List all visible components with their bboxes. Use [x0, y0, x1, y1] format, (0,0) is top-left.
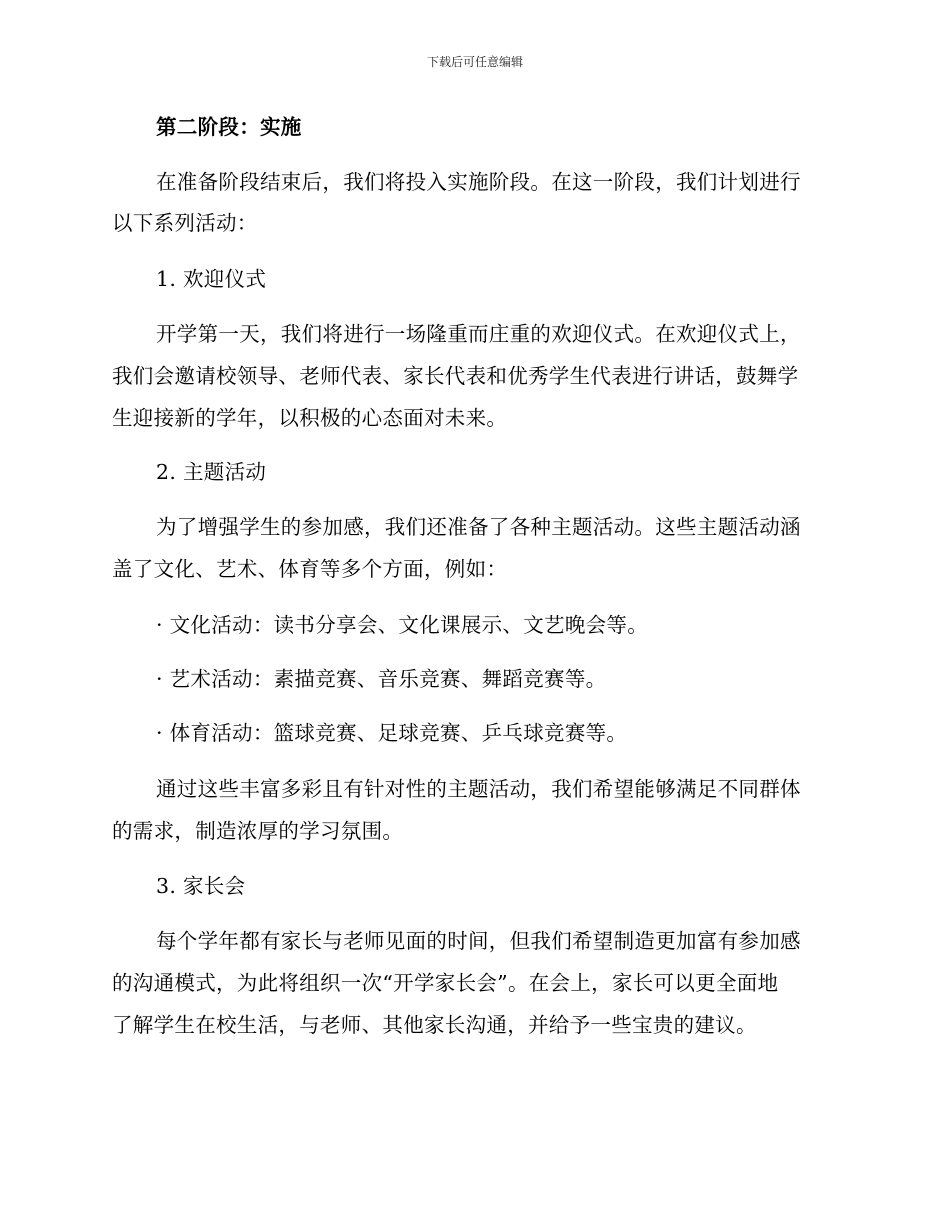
stage-heading: 第二阶段：实施 — [156, 115, 302, 139]
paragraph-line: 为了增强学生的参加感，我们还准备了各种主题活动。这些主题活动涵 — [156, 515, 801, 539]
list-item: · 体育活动：篮球竞赛、足球竞赛、乒乓球竞赛等。 — [156, 721, 628, 745]
list-item: · 文化活动：读书分享会、文化课展示、文艺晚会等。 — [156, 613, 649, 637]
intro-line: 以下系列活动： — [112, 211, 258, 235]
section-heading-parents: 3. 家长会 — [156, 874, 246, 898]
list-item: · 艺术活动：素描竞赛、音乐竞赛、舞蹈竞赛等。 — [156, 667, 607, 691]
intro-line: 在准备阶段结束后，我们将投入实施阶段。在这一阶段，我们计划进行 — [156, 170, 801, 194]
paragraph-line: 每个学年都有家长与老师见面的时间，但我们希望制造更加富有参加感 — [156, 929, 801, 953]
paragraph-line: 的需求，制造浓厚的学习氛围。 — [112, 819, 404, 843]
paragraph-line: 了解学生在校生活，与老师、其他家长沟通，并给予一些宝贵的建议。 — [112, 1013, 757, 1037]
paragraph-line: 开学第一天，我们将进行一场隆重而庄重的欢迎仪式。在欢迎仪式上， — [156, 322, 801, 346]
paragraph-line: 生迎接新的学年，以积极的心态面对未来。 — [112, 406, 508, 430]
section-heading-themes: 2. 主题活动 — [156, 460, 267, 484]
paragraph-line: 的沟通模式，为此将组织一次“开学家长会”。在会上，家长可以更全面地 — [112, 971, 779, 995]
paragraph-line: 盖了文化、艺术、体育等多个方面，例如： — [112, 557, 508, 581]
page-header: 下载后可任意编辑 — [426, 55, 523, 69]
section-heading-welcome: 1. 欢迎仪式 — [156, 267, 267, 291]
paragraph-line: 我们会邀请校领导、老师代表、家长代表和优秀学生代表进行讲话，鼓舞学 — [112, 364, 799, 388]
paragraph-line: 通过这些丰富多彩且有针对性的主题活动，我们希望能够满足不同群体 — [156, 777, 801, 801]
